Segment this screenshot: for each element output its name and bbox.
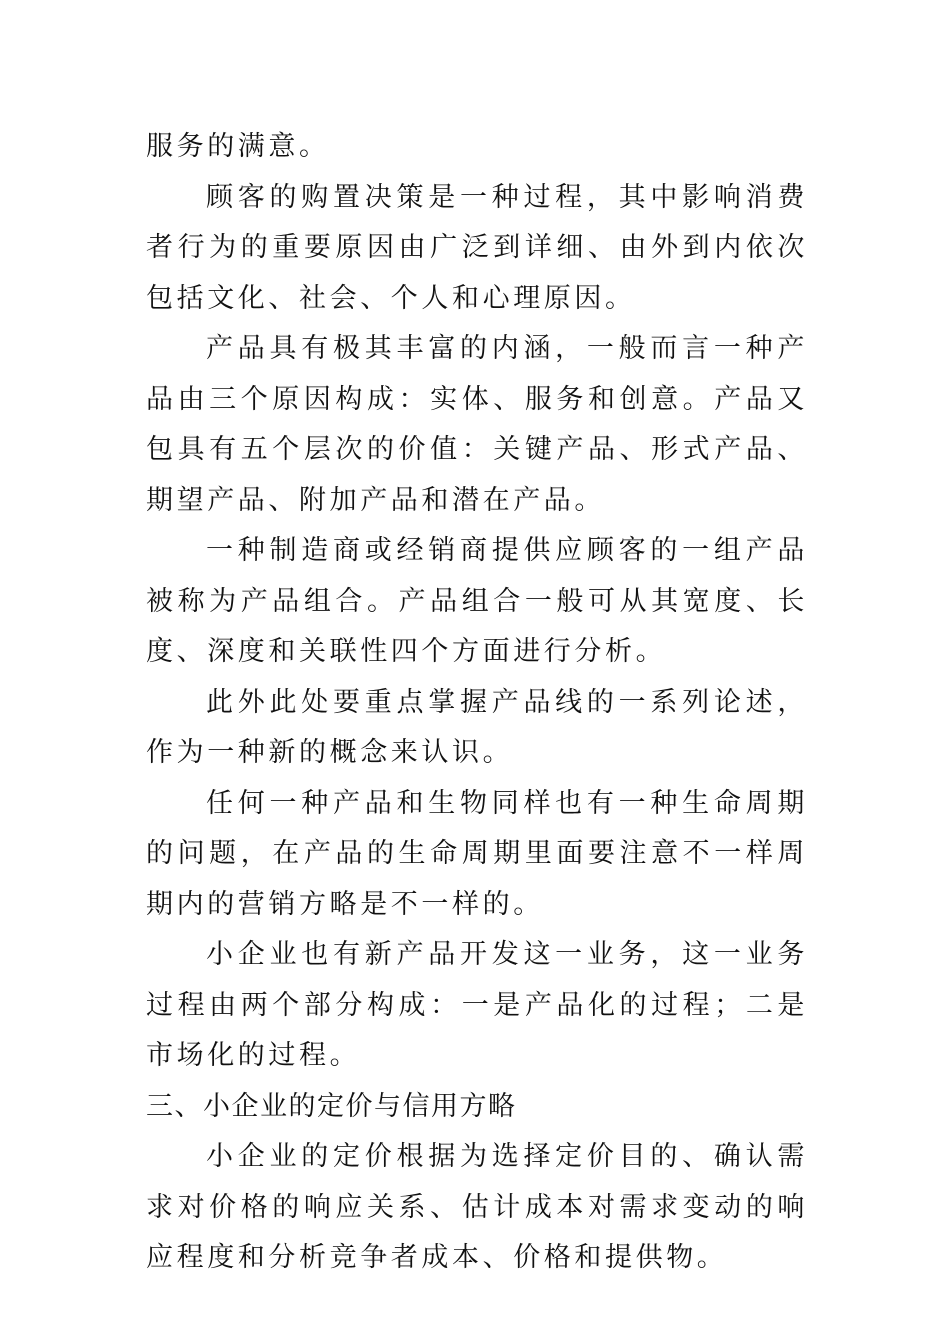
paragraph-6: 任何一种产品和生物同样也有一种生命周期的问题，在产品的生命周期里面要注意不一样周期内的营销方略是不一样的。	[146, 787, 808, 920]
paragraph-1: 服务的满意。	[146, 131, 330, 162]
paragraph-5: 此外此处要重点掌握产品线的一系列论述，作为一种新的概念来认识。	[146, 686, 808, 768]
paragraph-8: 小企业的定价根据为选择定价目的、确认需求对价格的响应关系、估计成本对需求变动的响应程度和分析竞争者成本、价格和提供物。	[146, 1141, 808, 1273]
paragraph-4: 一种制造商或经销商提供应顾客的一组产品被称为产品组合。产品组合一般可从其宽度、长度、深度和关联性四个方面进行分析。	[146, 535, 808, 667]
paragraph-7: 小企业也有新产品开发这一业务，这一业务过程由两个部分构成：一是产品化的过程；二是市场化的过程。	[146, 939, 808, 1071]
document-page	[146, 122, 808, 1284]
section-heading: 三、小企业的定价与信用方略	[146, 1090, 517, 1122]
paragraph-3: 产品具有极其丰富的内涵，一般而言一种产品由三个原因构成：实体、服务和创意。产品又包具有五个层次的价值：关键产品、形式产品、期望产品、附加产品和潜在产品。	[146, 333, 808, 516]
paragraph-2: 顾客的购置决策是一种过程，其中影响消费者行为的重要原因由广泛到详细、由外到内依次包括文化、社会、个人和心理原因。	[146, 181, 808, 314]
